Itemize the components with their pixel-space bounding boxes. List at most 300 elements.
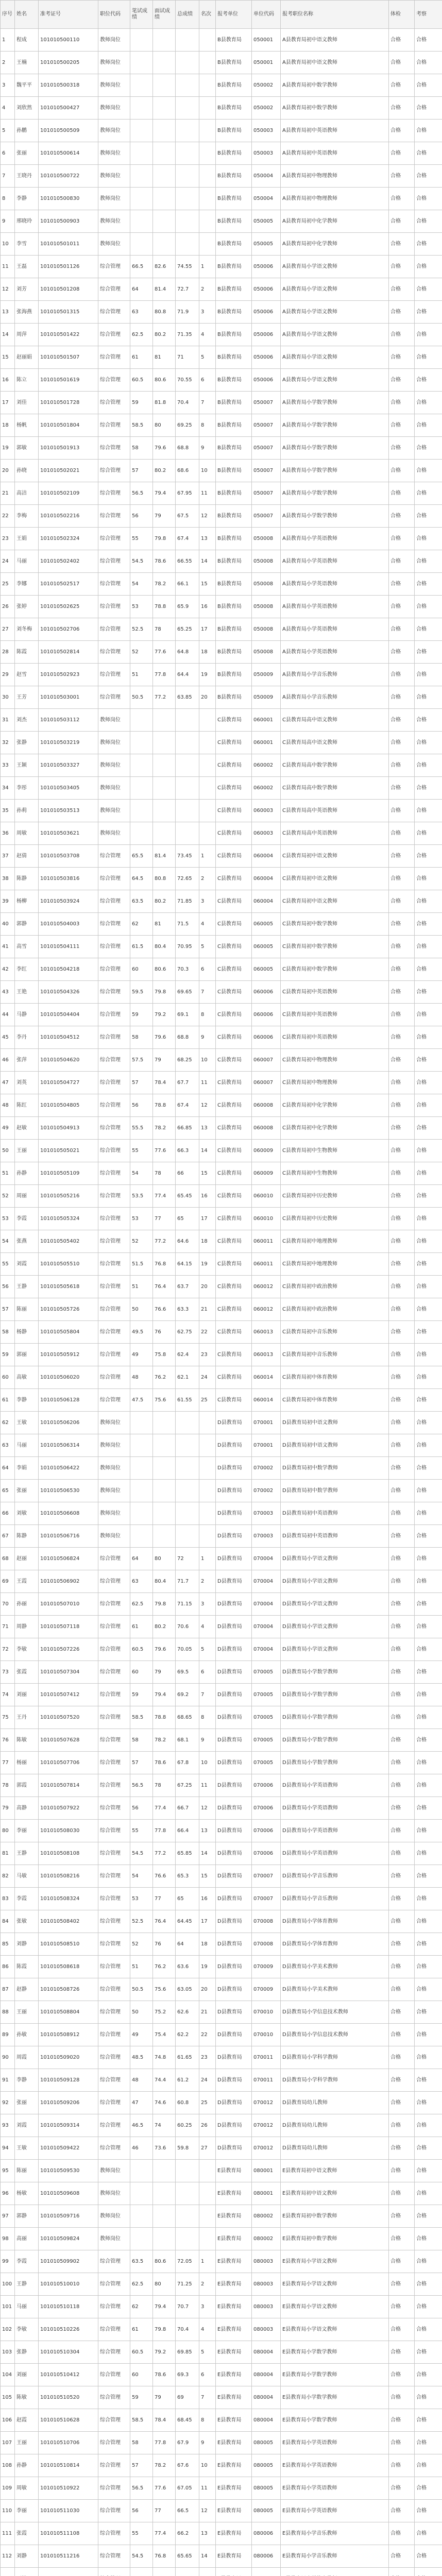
cell-rank: 13: [199, 528, 216, 550]
cell-written: 55: [130, 1140, 153, 1162]
table-row: [1, 505, 442, 528]
table-row: [1, 1502, 442, 1525]
cell-position-name: A县教育局初中语文教师: [281, 29, 389, 52]
cell-index: 28: [1, 641, 15, 664]
cell-unit: B县教育局: [216, 528, 252, 550]
cell-interview: [153, 210, 176, 233]
cell-unit-code: 080003: [252, 2296, 281, 2318]
cell-medical: 合格: [389, 2409, 415, 2432]
cell-interview: 81.4: [153, 278, 176, 301]
cell-unit-code: 060014: [252, 1389, 281, 1412]
cell-interview: 78: [153, 618, 176, 641]
cell-inspection: 合格: [415, 233, 442, 256]
table-row: [1, 1457, 442, 1480]
cell-unit-code: 070006: [252, 1842, 281, 1865]
cell-interview: [153, 754, 176, 777]
cell-unit: B县教育局: [216, 165, 252, 188]
cell-exam-no: 101010505402: [39, 1230, 98, 1253]
cell-unit: C县教育局: [216, 1208, 252, 1230]
cell-inspection: 合格: [415, 709, 442, 732]
cell-unit-code: 050008: [252, 528, 281, 550]
cell-interview: [153, 1412, 176, 1434]
cell-medical: 合格: [389, 1457, 415, 1480]
cell-unit-code: 070011: [252, 2069, 281, 2092]
cell-medical: 合格: [389, 2432, 415, 2454]
table-row: [1, 596, 442, 618]
cell-position-name: E县教育局小学数学教师: [281, 2409, 389, 2432]
cell-written: [130, 732, 153, 754]
cell-index: 43: [1, 981, 15, 1004]
cell-unit-code: 060005: [252, 958, 281, 981]
cell-inspection: 合格: [415, 958, 442, 981]
cell-written: 63.5: [130, 2250, 153, 2273]
cell-inspection: 合格: [415, 278, 442, 301]
cell-position-name: D县教育局初中英语教师: [281, 1525, 389, 1548]
table-row: [1, 1094, 442, 1117]
cell-name: 郭静: [15, 2205, 39, 2228]
table-row: [1, 2477, 442, 2500]
cell-name: 刘杰: [15, 709, 39, 732]
cell-unit-code: 060006: [252, 981, 281, 1004]
cell-inspection: 合格: [415, 618, 442, 641]
cell-name: 赵敏: [15, 1117, 39, 1140]
cell-unit-code: 060012: [252, 1298, 281, 1321]
cell-medical: 合格: [389, 1502, 415, 1525]
cell-inspection: 合格: [415, 2296, 442, 2318]
cell-rank: [199, 233, 216, 256]
table-row: [1, 913, 442, 936]
cell-index: 73: [1, 1661, 15, 1684]
cell-inspection: 合格: [415, 1956, 442, 1978]
cell-rank: [199, 74, 216, 97]
cell-exam-no: 101010508726: [39, 1978, 98, 2001]
cell-inspection: 合格: [415, 1208, 442, 1230]
cell-total: 61.55: [176, 1389, 199, 1412]
cell-written: 53: [130, 1888, 153, 1910]
table-row: [1, 346, 442, 369]
cell-inspection: 合格: [415, 777, 442, 800]
cell-unit-code: 050008: [252, 596, 281, 618]
cell-index: [1, 2568, 15, 2576]
cell-position-code: [98, 2568, 130, 2576]
cell-unit: D县教育局: [216, 2001, 252, 2024]
cell-position-code: 综合管理: [98, 2500, 130, 2522]
cell-exam-no: 101010503001: [39, 686, 98, 709]
cell-medical: 合格: [389, 2160, 415, 2182]
cell-interview: [153, 142, 176, 165]
cell-position-code: 综合管理: [98, 460, 130, 482]
cell-inspection: 合格: [415, 1162, 442, 1185]
cell-interview: 78: [153, 1162, 176, 1185]
cell-index: 31: [1, 709, 15, 732]
cell-written: 61: [130, 1616, 153, 1638]
cell-written: 63.5: [130, 890, 153, 913]
cell-position-name: E县教育局初中语文教师: [281, 2182, 389, 2205]
cell-unit: D县教育局: [216, 1956, 252, 1978]
cell-unit: B县教育局: [216, 414, 252, 437]
table-row: [1, 845, 442, 868]
cell-interview: 76.2: [153, 1956, 176, 1978]
cell-interview: [153, 1457, 176, 1480]
cell-index: 44: [1, 1004, 15, 1026]
cell-medical: 合格: [389, 732, 415, 754]
cell-name: 程成: [15, 29, 39, 52]
cell-unit-code: 060004: [252, 890, 281, 913]
cell-name: 马静: [15, 1004, 39, 1026]
cell-interview: 78.4: [153, 2409, 176, 2432]
cell-total: 68.65: [176, 1706, 199, 1729]
cell-unit: D县教育局: [216, 1820, 252, 1842]
cell-unit-code: 060004: [252, 868, 281, 890]
cell-rank: 14: [199, 1842, 216, 1865]
cell-total: 66.4: [176, 1820, 199, 1842]
cell-total: [176, 777, 199, 800]
cell-position-code: 教师岗位: [98, 2228, 130, 2250]
cell-rank: 1: [199, 1548, 216, 1570]
cell-name: 张霞: [15, 2522, 39, 2545]
cell-index: 59: [1, 1344, 15, 1366]
cell-medical: 合格: [389, 1389, 415, 1412]
cell-inspection: 合格: [415, 1638, 442, 1661]
cell-unit-code: 060013: [252, 1344, 281, 1366]
cell-interview: 76.2: [153, 1366, 176, 1389]
cell-total: 65.25: [176, 618, 199, 641]
cell-medical: 合格: [389, 1412, 415, 1434]
table-row: [1, 2024, 442, 2046]
cell-medical: 合格: [389, 754, 415, 777]
cell-rank: 8: [199, 1706, 216, 1729]
cell-interview: [153, 2160, 176, 2182]
table-row: [1, 958, 442, 981]
cell-unit: C县教育局: [216, 1117, 252, 1140]
cell-position-name: E县教育局小学数学教师: [281, 2386, 389, 2409]
cell-position-name: E县教育局初中语文教师: [281, 2160, 389, 2182]
cell-medical: 合格: [389, 890, 415, 913]
cell-rank: 20: [199, 1276, 216, 1298]
cell-position-code: 综合管理: [98, 2069, 130, 2092]
cell-interview: [153, 800, 176, 822]
cell-interview: 82.6: [153, 256, 176, 278]
cell-rank: [199, 754, 216, 777]
cell-written: 51: [130, 1956, 153, 1978]
cell-rank: [199, 777, 216, 800]
cell-exam-no: 101010500205: [39, 52, 98, 74]
cell-total: 65.85: [176, 1842, 199, 1865]
cell-inspection: 合格: [415, 2364, 442, 2386]
cell-rank: 5: [199, 1638, 216, 1661]
cell-medical: 合格: [389, 2024, 415, 2046]
cell-written: 65.5: [130, 845, 153, 868]
table-row: [1, 256, 442, 278]
cell-position-code: 综合管理: [98, 2386, 130, 2409]
cell-unit-code: 050009: [252, 664, 281, 686]
cell-position-code: 综合管理: [98, 618, 130, 641]
cell-total: [176, 1502, 199, 1525]
cell-total: 70.4: [176, 392, 199, 414]
cell-unit: E县教育局: [216, 2545, 252, 2568]
cell-interview: [153, 1525, 176, 1548]
cell-index: 97: [1, 2205, 15, 2228]
cell-medical: 合格: [389, 324, 415, 346]
cell-unit-code: 080003: [252, 2250, 281, 2273]
table-row: [1, 1230, 442, 1253]
cell-position-name: D县教育局初中数学教师: [281, 1480, 389, 1502]
cell-exam-no: 101010511108: [39, 2522, 98, 2545]
cell-rank: 12: [199, 1094, 216, 1117]
cell-unit: D县教育局: [216, 1638, 252, 1661]
cell-index: 90: [1, 2046, 15, 2069]
cell-inspection: 合格: [415, 550, 442, 573]
cell-index: 82: [1, 1865, 15, 1888]
table-row: [1, 1004, 442, 1026]
cell-index: 72: [1, 1638, 15, 1661]
cell-name: 李霞: [15, 1888, 39, 1910]
cell-exam-no: 101010510412: [39, 2364, 98, 2386]
cell-name: 王丽: [15, 2432, 39, 2454]
cell-medical: 合格: [389, 2001, 415, 2024]
cell-medical: 合格: [389, 414, 415, 437]
cell-interview: 77.8: [153, 2432, 176, 2454]
cell-total: [176, 52, 199, 74]
cell-name: 刘丽: [15, 2364, 39, 2386]
cell-total: [176, 142, 199, 165]
cell-rank: 16: [199, 1185, 216, 1208]
cell-written: 58: [130, 2432, 153, 2454]
cell-position-code: 综合管理: [98, 2092, 130, 2114]
cell-medical: [389, 2568, 415, 2576]
cell-written: 48: [130, 2069, 153, 2092]
cell-name: 王艳: [15, 981, 39, 1004]
cell-position-name: C县教育局初中数学教师: [281, 936, 389, 958]
cell-written: 55: [130, 528, 153, 550]
cell-rank: 4: [199, 324, 216, 346]
table-row: [1, 482, 442, 505]
table-row: [1, 641, 442, 664]
cell-interview: 73.6: [153, 2137, 176, 2160]
cell-position-name: C县教育局初中英语教师: [281, 1026, 389, 1049]
cell-index: 78: [1, 1774, 15, 1797]
cell-inspection: 合格: [415, 1276, 442, 1298]
cell-total: 67.4: [176, 528, 199, 550]
cell-unit-code: 060005: [252, 913, 281, 936]
cell-exam-no: 101010507706: [39, 1752, 98, 1774]
cell-total: [176, 233, 199, 256]
cell-written: [130, 1525, 153, 1548]
cell-name: 陈立: [15, 369, 39, 392]
cell-exam-no: 101010509206: [39, 2092, 98, 2114]
cell-medical: 合格: [389, 2069, 415, 2092]
cell-unit-code: 080004: [252, 2364, 281, 2386]
cell-interview: 79.4: [153, 2296, 176, 2318]
cell-name: 刘静: [15, 1933, 39, 1956]
cell-position-code: 综合管理: [98, 1774, 130, 1797]
cell-index: 85: [1, 1933, 15, 1956]
cell-unit: C县教育局: [216, 913, 252, 936]
cell-total: 70.4: [176, 2318, 199, 2341]
cell-rank: 1: [199, 2250, 216, 2273]
cell-medical: 合格: [389, 1888, 415, 1910]
cell-interview: [153, 822, 176, 845]
cell-total: 67.4: [176, 1094, 199, 1117]
cell-unit: B县教育局: [216, 505, 252, 528]
cell-total: 68.8: [176, 437, 199, 460]
cell-unit-code: 060002: [252, 777, 281, 800]
cell-rank: 17: [199, 1208, 216, 1230]
cell-unit-code: 060011: [252, 1230, 281, 1253]
cell-exam-no: 101010506128: [39, 1389, 98, 1412]
cell-interview: 77.6: [153, 2477, 176, 2500]
cell-name: 王晓丹: [15, 165, 39, 188]
cell-index: 68: [1, 1548, 15, 1570]
cell-exam-no: 101010510922: [39, 2477, 98, 2500]
cell-position-code: 综合管理: [98, 2046, 130, 2069]
cell-inspection: 合格: [415, 1820, 442, 1842]
cell-medical: 合格: [389, 2114, 415, 2137]
cell-medical: 合格: [389, 1616, 415, 1638]
cell-position-code: 综合管理: [98, 392, 130, 414]
cell-medical: 合格: [389, 822, 415, 845]
cell-total: 67.6: [176, 2454, 199, 2477]
cell-written: [130, 2160, 153, 2182]
cell-exam-no: 101010501804: [39, 414, 98, 437]
cell-written: 62.5: [130, 2273, 153, 2296]
cell-inspection: 合格: [415, 1910, 442, 1933]
cell-medical: 合格: [389, 1684, 415, 1706]
cell-unit-code: 060012: [252, 1276, 281, 1298]
cell-exam-no: 101010507628: [39, 1729, 98, 1752]
cell-written: [130, 1434, 153, 1457]
cell-interview: [153, 188, 176, 210]
cell-name: 杨丽: [15, 1752, 39, 1774]
cell-rank: 22: [199, 1321, 216, 1344]
cell-inspection: 合格: [415, 1049, 442, 1072]
cell-position-name: A县教育局小学数学教师: [281, 505, 389, 528]
cell-inspection: 合格: [415, 505, 442, 528]
table-row: [1, 2364, 442, 2386]
cell-exam-no: 101010509716: [39, 2205, 98, 2228]
cell-unit-code: 070006: [252, 1797, 281, 1820]
cell-inspection: 合格: [415, 1480, 442, 1502]
cell-unit-code: 060003: [252, 800, 281, 822]
cell-interview: 75.4: [153, 2024, 176, 2046]
cell-medical: 合格: [389, 1525, 415, 1548]
cell-name: 李雪: [15, 233, 39, 256]
cell-rank: 11: [199, 1072, 216, 1094]
cell-position-name: C县教育局初中数学教师: [281, 958, 389, 981]
cell-position-name: C县教育局高中语文教师: [281, 709, 389, 732]
cell-total: 64.8: [176, 641, 199, 664]
cell-unit: E县教育局: [216, 2160, 252, 2182]
cell-index: 11: [1, 256, 15, 278]
cell-unit-code: 070010: [252, 2001, 281, 2024]
cell-name: 王磊: [15, 256, 39, 278]
cell-position-name: C县教育局初中数学教师: [281, 913, 389, 936]
cell-unit: D县教育局: [216, 1842, 252, 1865]
cell-name: 陈丽: [15, 2160, 39, 2182]
cell-total: 70.3: [176, 958, 199, 981]
cell-name: 郭敏: [15, 437, 39, 460]
cell-interview: 81.4: [153, 845, 176, 868]
cell-position-name: C县教育局高中英语教师: [281, 800, 389, 822]
cell-unit: D县教育局: [216, 1525, 252, 1548]
cell-index: 47: [1, 1072, 15, 1094]
cell-name: 刘佳: [15, 392, 39, 414]
cell-written: [130, 2568, 153, 2576]
cell-rank: 14: [199, 1140, 216, 1162]
cell-name: 马敏: [15, 1865, 39, 1888]
cell-position-code: 综合管理: [98, 256, 130, 278]
cell-rank: [199, 709, 216, 732]
cell-total: 68.25: [176, 1049, 199, 1072]
col-header-interview: 面试成绩: [153, 1, 176, 29]
cell-rank: [199, 2568, 216, 2576]
cell-total: [176, 2205, 199, 2228]
cell-exam-no: 101010503112: [39, 709, 98, 732]
cell-exam-no: 101010502109: [39, 482, 98, 505]
cell-written: 58: [130, 1729, 153, 1752]
cell-total: 66: [176, 1162, 199, 1185]
cell-inspection: 合格: [415, 1729, 442, 1752]
cell-medical: 合格: [389, 1774, 415, 1797]
cell-total: [176, 97, 199, 120]
cell-inspection: 合格: [415, 2205, 442, 2228]
cell-unit-code: 060011: [252, 1253, 281, 1276]
cell-total: 62.75: [176, 1321, 199, 1344]
cell-written: 51.5: [130, 1253, 153, 1276]
cell-rank: 10: [199, 1752, 216, 1774]
cell-position-code: 教师岗位: [98, 165, 130, 188]
cell-index: 1: [1, 29, 15, 52]
cell-name: 陈霞: [15, 1956, 39, 1978]
table-row: [1, 2296, 442, 2318]
cell-rank: 7: [199, 392, 216, 414]
cell-rank: [199, 1502, 216, 1525]
cell-position-name: D县教育局小学音乐教师: [281, 1865, 389, 1888]
table-row: [1, 1344, 442, 1366]
cell-written: 56.5: [130, 482, 153, 505]
cell-exam-no: 101010502021: [39, 460, 98, 482]
cell-inspection: 合格: [415, 641, 442, 664]
cell-unit: D县教育局: [216, 1684, 252, 1706]
cell-name: 孙静: [15, 2454, 39, 2477]
cell-exam-no: 101010506824: [39, 1548, 98, 1570]
cell-exam-no: 101010504727: [39, 1072, 98, 1094]
cell-medical: 合格: [389, 1298, 415, 1321]
cell-rank: 6: [199, 369, 216, 392]
cell-interview: 80: [153, 414, 176, 437]
table-row: [1, 165, 442, 188]
cell-exam-no: 101010509608: [39, 2182, 98, 2205]
cell-exam-no: 101010510010: [39, 2273, 98, 2296]
cell-unit: C县教育局: [216, 732, 252, 754]
table-row: [1, 2409, 442, 2432]
cell-exam-no: 101010503405: [39, 777, 98, 800]
cell-medical: 合格: [389, 256, 415, 278]
cell-exam-no: 101010506422: [39, 1457, 98, 1480]
cell-inspection: 合格: [415, 1389, 442, 1412]
cell-name: 郭丽: [15, 1344, 39, 1366]
cell-inspection: 合格: [415, 1230, 442, 1253]
cell-index: 102: [1, 2318, 15, 2341]
cell-index: 5: [1, 120, 15, 142]
cell-position-name: A县教育局初中化学教师: [281, 233, 389, 256]
cell-rank: 19: [199, 664, 216, 686]
cell-total: 72: [176, 1548, 199, 1570]
cell-total: 71.7: [176, 1570, 199, 1593]
cell-exam-no: [39, 2568, 98, 2576]
cell-rank: 9: [199, 2432, 216, 2454]
cell-unit: C县教育局: [216, 1344, 252, 1366]
